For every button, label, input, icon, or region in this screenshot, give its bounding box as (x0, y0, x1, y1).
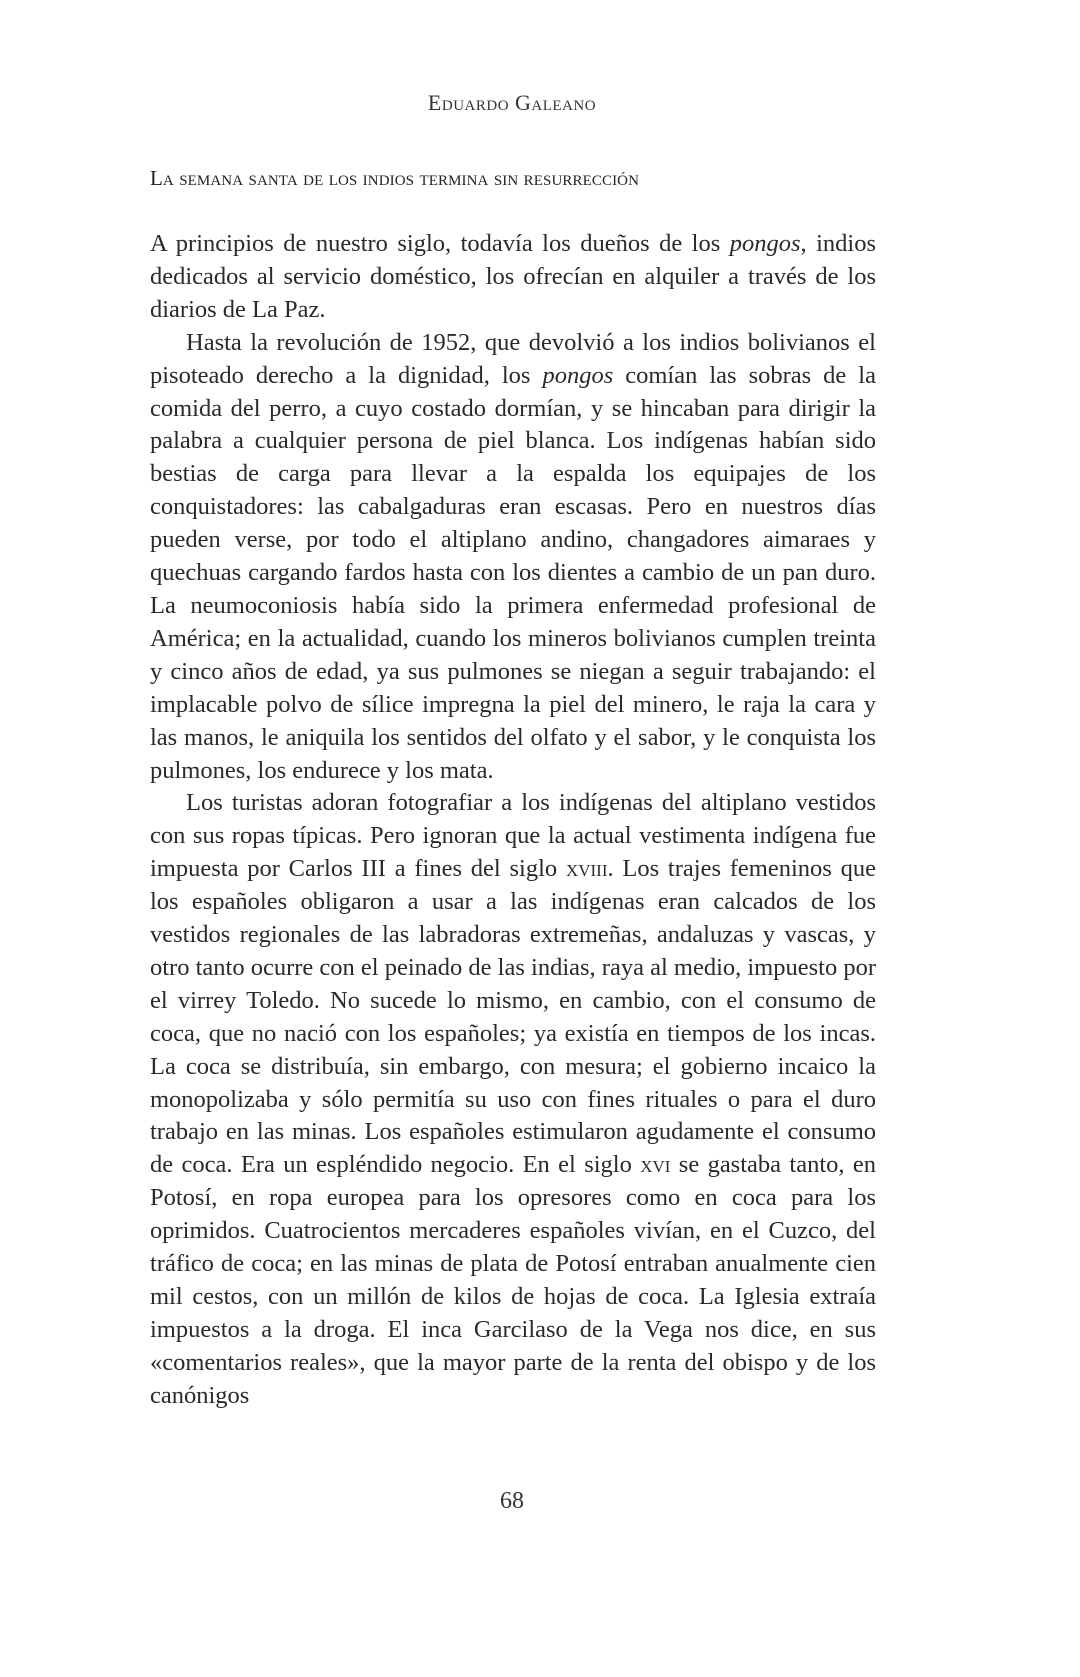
paragraph (150, 327, 876, 788)
italic-term: pongos (729, 230, 801, 257)
century-numeral: xviii (565, 855, 608, 883)
text-segment: Hasta la revolución de 1952, que devolvió a los indios bolivianos el pisoteado derecho a la dignidad, los (150, 328, 876, 389)
paragraph (150, 787, 876, 1412)
paragraph (150, 228, 876, 327)
text-segment: se gastaba tanto, en Potosí, en ropa europea para los opresores como en coca para los oprimidos. Cuatrocientos mercaderes españoles vivían, en el Cuzco, del tráfico de coca; en las minas de plata de Potosí entraban anualmente cien mil cestos, con un millón de kilos de hojas de coca. La Iglesia extraía impuestos a la droga. El inca Garcilaso de la Vega nos dice, en sus «comentarios reales», que la mayor parte de la renta del obispo y de los canónigos (150, 1151, 876, 1409)
chapter-title: La semana santa de los indios termina sin resurrección (150, 166, 640, 190)
page-number: 68 (500, 1488, 524, 1514)
text-segment: A principios de nuestro siglo, todavía los dueños de los (150, 230, 730, 257)
text-segment: Los turistas adoran fotografiar a los indígenas del altiplano vestidos con sus ropas típicas. Pero ignoran que la actual vestimenta indígena fue impuesta por Carlos III a fines del siglo (150, 789, 876, 883)
text-segment: , indios dedicados al servicio doméstico, los ofrecían en alquiler a través de los diarios de La Paz. (150, 230, 876, 323)
running-head-author: Eduardo Galeano (427, 90, 597, 115)
century-numeral: xvi (640, 1151, 671, 1179)
text-segment: comían las sobras de la comida del perro, a cuyo costado dormían, y se hincaban para dirigir la palabra a cualquier persona de piel blanca. Los indígenas habían sido bestias de carga para llevar a la espalda los equipajes de los conquistadores: las cabalgaduras eran escasas. Pero en nuestros días pueden verse, por todo el altiplano andino, changadores aimaraes y quechuas cargando fardos hasta con los dientes a cambio de un pan duro. La neumoconiosis había sido la primera enfermedad profesional de América; en la actualidad, cuando los mineros bolivianos cumplen treinta y cinco años de edad, ya sus pulmones se niegan a seguir trabajando: el implacable polvo de sílice impregna la piel del minero, le raja la cara y las manos, le aniquila los sentidos del olfato y el sabor, y le conquista los pulmones, los endurece y los mata. (150, 361, 876, 784)
text-segment: . Los trajes femeninos que los españoles obligaron a usar a las indígenas eran calcados de los vestidos regionales de las labradoras extremeñas, andaluzas y vascas, y otro tanto ocurre con el peinado de las indias, raya al medio, impuesto por el virrey Toledo. No sucede lo mismo, en cambio, con el consumo de coca, que no nació con los españoles; ya existía en tiempos de los incas. La coca se distribuía, sin embargo, con mesura; el gobierno incaico la monopolizaba y sólo permitía su uso con fines rituales o para el duro trabajo en las minas. Los españoles estimularon agudamente el consumo de coca. Era un espléndido negocio. En el siglo (150, 855, 876, 1179)
italic-term: pongos (542, 361, 614, 389)
body-text (150, 228, 876, 1413)
